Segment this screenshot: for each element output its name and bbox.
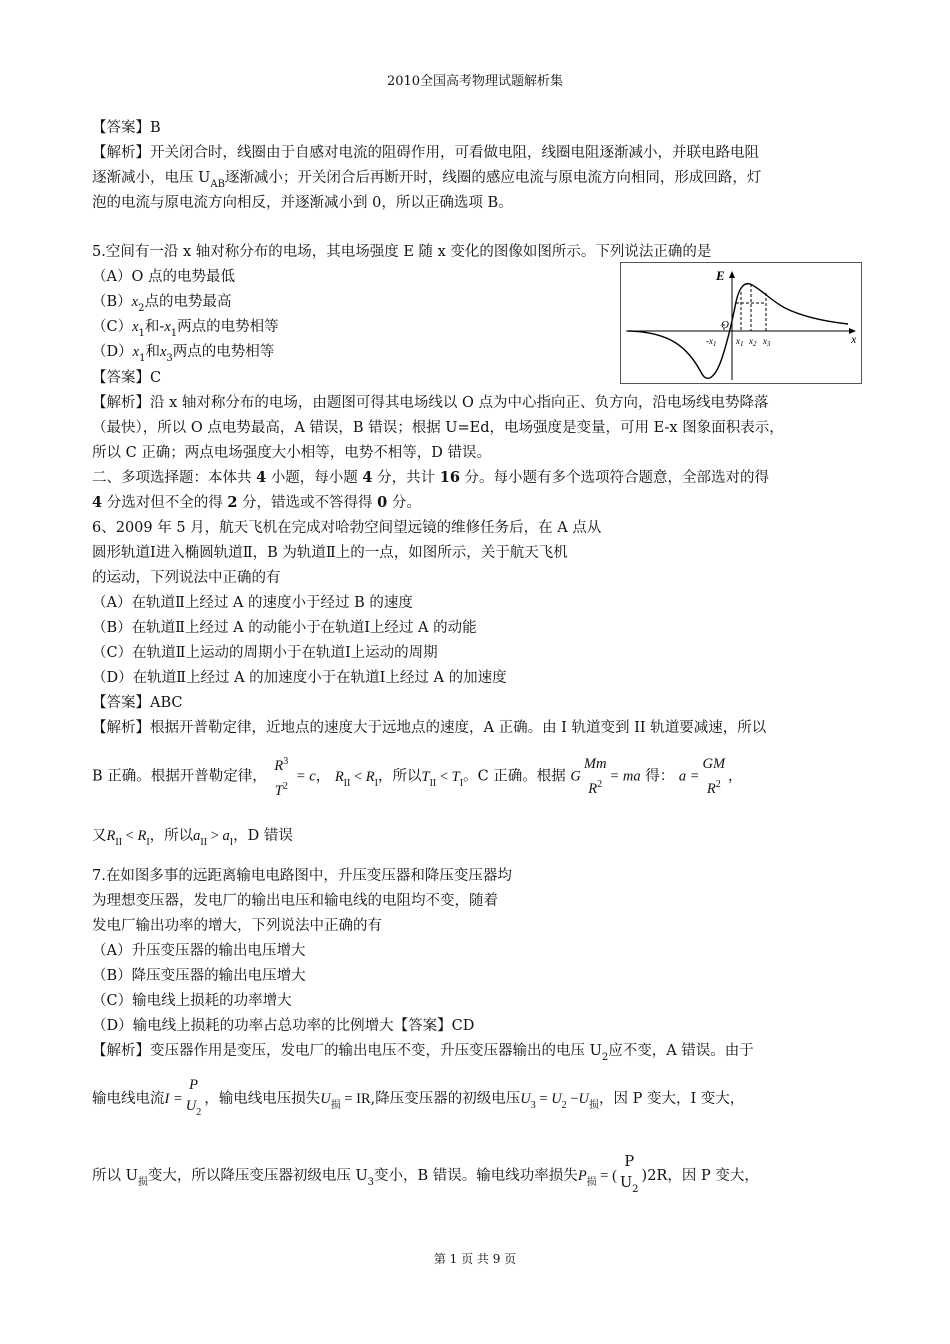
math: $U_3 = U_2 -U_损$ bbox=[520, 1091, 599, 1111]
q4-answer: 【答案】B bbox=[92, 120, 161, 136]
text: ， bbox=[315, 768, 331, 785]
text: 所以 U bbox=[92, 1168, 138, 1184]
var: x bbox=[159, 344, 167, 360]
math: $a_{II} > a_I$ bbox=[193, 828, 234, 848]
text: 二、多项选择题：本体共 bbox=[92, 470, 252, 486]
tick-label-x2: $x_2$ bbox=[749, 336, 757, 348]
text: 分，错选或不答得得 bbox=[242, 495, 373, 511]
text: 和- bbox=[144, 319, 165, 335]
text: ，D 错误 bbox=[233, 828, 293, 844]
text: （B） bbox=[92, 294, 132, 310]
text: 和 bbox=[145, 344, 160, 360]
fraction-mm-r2: Mm $R^2$ bbox=[583, 756, 607, 797]
q7-analysis-line-3 bbox=[92, 1152, 759, 1200]
subscript: 1 bbox=[170, 328, 178, 339]
text: 逐渐减小；开关闭合后再断开时，线圈的感应电流与原电流方向相同，形成回路，灯 bbox=[224, 170, 762, 186]
q7-analysis-line-1 bbox=[92, 1041, 754, 1068]
q7-option-d: （D）输电线上损耗的功率占总功率的比例增大【答案】CD bbox=[92, 1018, 475, 1034]
math: G bbox=[570, 768, 581, 785]
text: （D） bbox=[92, 344, 133, 360]
fraction-gm-r2: GM $R^2$ bbox=[702, 756, 726, 797]
q6-analysis-line-3 bbox=[92, 826, 293, 853]
q7-option-a: （A）升压变压器的输出电压增大 bbox=[92, 943, 306, 959]
section2-line-2 bbox=[92, 493, 421, 513]
text: ，所以 bbox=[149, 828, 194, 844]
subscript: 损 bbox=[137, 1177, 148, 1188]
text: 点的电势最高 bbox=[144, 294, 232, 310]
text: 分。每小题有多个选项符合题意，全部选对的得 bbox=[464, 470, 770, 486]
q5-answer: 【答案】C bbox=[92, 370, 162, 386]
q5-stem: 5.空间有一沿 x 轴对称分布的电场，其电场强度 E 随 x 变化的图像如图所示。下列说法正确的是 bbox=[92, 244, 712, 260]
q6-analysis-line-1: 【解析】根据开普勒定律，近地点的速度大于远地点的速度，A 正确。由 I 轨道变到 II 轨道要减速，所以 bbox=[92, 720, 767, 736]
text: 变大，所以降压变压器初级电压 U bbox=[147, 1168, 368, 1184]
text: 分选对但不全的得 bbox=[106, 495, 223, 511]
axis-label-e: E bbox=[716, 268, 725, 283]
text: 。C 正确。根据 bbox=[463, 768, 566, 785]
text: ，因 P 变大，I 变大， bbox=[598, 1091, 745, 1107]
text: （C） bbox=[92, 319, 133, 335]
subscript: 1 bbox=[139, 353, 146, 364]
fraction-p-u2: P $U_2$ bbox=[619, 1154, 639, 1195]
q5-option-a: （A）O 点的电势最低 bbox=[92, 269, 235, 285]
math: = c bbox=[295, 768, 316, 785]
text: 小题，每小题 bbox=[270, 470, 358, 486]
text: 输电线电流 bbox=[92, 1091, 165, 1107]
math: $P_损$ = ( bbox=[577, 1168, 617, 1188]
q7-stem-line-2: 为理想变压器，发电厂的输出电压和输电线的电阻均不变，随着 bbox=[92, 893, 498, 909]
text: 得： bbox=[640, 768, 675, 785]
q6-option-b: （B）在轨道Ⅱ上经过 A 的动能小于在轨道Ⅰ上经过 A 的动能 bbox=[92, 620, 477, 636]
tick-label-x3: $x_3$ bbox=[763, 336, 771, 348]
number: 2 bbox=[227, 494, 238, 511]
q6-analysis-line-2 bbox=[92, 752, 743, 801]
q7-analysis-line-2 bbox=[92, 1075, 744, 1123]
var: x bbox=[132, 344, 140, 360]
q4-analysis-line-1: 【解析】开关闭合时，线圈由于自感对电流的阻碍作用，可看做电阻，线圈电阻逐渐减小，并联电路电阻 bbox=[92, 145, 759, 161]
q5-option-b bbox=[92, 292, 231, 319]
text: 两点的电势相等 bbox=[172, 344, 275, 360]
q7-stem-line-3: 发电厂输出功率的增大，下列说法中正确的有 bbox=[92, 918, 382, 934]
math: = ma bbox=[609, 768, 641, 785]
q7-option-c: （C）输电线上损耗的功率增大 bbox=[92, 993, 292, 1009]
q5-analysis-line-3: 所以 C 正确；两点电场强度大小相等，电势不相等，D 错误。 bbox=[92, 445, 492, 461]
text: ，因 P 变大， bbox=[667, 1168, 759, 1184]
subscript: 3 bbox=[166, 353, 173, 364]
subscript: AB bbox=[210, 179, 225, 190]
q5-analysis-line-1: 【解析】沿 x 轴对称分布的电场，由题图可得其电场线以 O 点为中心指向正、负方向，沿电场线电势降落 bbox=[92, 395, 769, 411]
q6-stem-line-3: 的运动，下列说法中正确的有 bbox=[92, 570, 281, 586]
tick-label-x1: $x_1$ bbox=[736, 336, 744, 348]
q5-e-x-graph bbox=[620, 262, 862, 384]
fraction-p-u2: P $U_2$ bbox=[185, 1077, 202, 1118]
subscript: 2 bbox=[138, 303, 145, 314]
math: $T_{II} < T_I$ bbox=[421, 768, 464, 789]
q6-answer: 【答案】ABC bbox=[92, 695, 183, 711]
math: I = bbox=[164, 1091, 183, 1107]
q5-option-d bbox=[92, 342, 274, 369]
text: 变小，B 错误。输电线功率损失 bbox=[374, 1168, 578, 1184]
q6-stem-line-1: 6、2009 年 5 月，航天飞机在完成对哈勃空间望远镜的维修任务后，在 A 点从 bbox=[92, 520, 602, 536]
section2-line-1 bbox=[92, 468, 769, 488]
text: 又 bbox=[92, 828, 107, 844]
page-header: 2010全国高考物理试题解析集 bbox=[386, 74, 564, 89]
tick-label-neg-x1: $-x_1$ bbox=[706, 336, 717, 348]
q6-option-c: （C）在轨道Ⅱ上运动的周期小于在轨道Ⅰ上运动的周期 bbox=[92, 645, 438, 661]
origin-label: O bbox=[721, 319, 729, 331]
text: 分。 bbox=[391, 495, 421, 511]
text: 两点的电势相等 bbox=[177, 319, 279, 335]
axis-label-x: x bbox=[851, 332, 857, 346]
math: $R_{II} < R_I$ bbox=[106, 828, 150, 848]
text: B 正确。根据开普勒定律， bbox=[92, 768, 267, 785]
var: x bbox=[132, 319, 139, 335]
text: ，输电线电压损失 bbox=[204, 1091, 321, 1107]
text: 分，共计 bbox=[377, 470, 436, 486]
text: ， bbox=[728, 768, 743, 785]
number: 0 bbox=[377, 494, 388, 511]
number: 4 bbox=[362, 469, 373, 486]
var: x bbox=[131, 294, 139, 310]
q5-option-c bbox=[92, 317, 279, 344]
text: 【解析】变压器作用是变压，发电厂的输出电压不变，升压变压器输出的电压 U bbox=[92, 1043, 602, 1059]
q7-stem-line-1: 7.在如图多事的远距离输电电路图中，升压变压器和降压变压器均 bbox=[92, 868, 512, 884]
math: a = bbox=[678, 768, 700, 785]
text: ,降压变压器的初级电压 bbox=[370, 1091, 521, 1107]
subscript: 3 bbox=[367, 1177, 375, 1188]
math: $U_损$ = IR bbox=[320, 1091, 371, 1111]
text: ，所以 bbox=[377, 768, 422, 785]
var: x bbox=[164, 319, 171, 335]
math: )2R bbox=[641, 1168, 668, 1184]
subscript: 2 bbox=[601, 1052, 609, 1063]
text: 应不变，A 错误。由于 bbox=[608, 1043, 754, 1059]
q6-option-a: （A）在轨道Ⅱ上经过 A 的速度小于经过 B 的速度 bbox=[92, 595, 413, 611]
q5-analysis-line-2: （最快），所以 O 点电势最高，A 错误，B 错误；根据 U=Ed，电场强度是变量，可用 E-x 图象面积表示， bbox=[92, 420, 784, 436]
text: 逐渐减小，电压 U bbox=[92, 170, 211, 186]
number: 16 bbox=[439, 469, 460, 486]
q6-stem-line-2: 圆形轨道Ⅰ进入椭圆轨道Ⅱ，B 为轨道Ⅱ上的一点，如图所示，关于航天飞机 bbox=[92, 545, 568, 561]
number: 4 bbox=[92, 494, 103, 511]
subscript: 1 bbox=[138, 328, 145, 339]
fraction-r3-t2: $R^3$ $T^2$ bbox=[274, 756, 289, 799]
q7-option-b: （B）降压变压器的输出电压增大 bbox=[92, 968, 306, 984]
math: $R_{II} < R_I$ bbox=[334, 768, 378, 789]
page-footer: 第 1 页 共 9 页 bbox=[433, 1252, 517, 1266]
q6-option-d: （D）在轨道Ⅱ上经过 A 的加速度小于在轨道Ⅰ上经过 A 的加速度 bbox=[92, 670, 507, 686]
q4-analysis-line-3: 泡的电流与原电流方向相反，并逐渐减小到 0，所以正确选项 B。 bbox=[92, 195, 513, 211]
q4-analysis-line-2 bbox=[92, 168, 761, 195]
number: 4 bbox=[256, 469, 267, 486]
